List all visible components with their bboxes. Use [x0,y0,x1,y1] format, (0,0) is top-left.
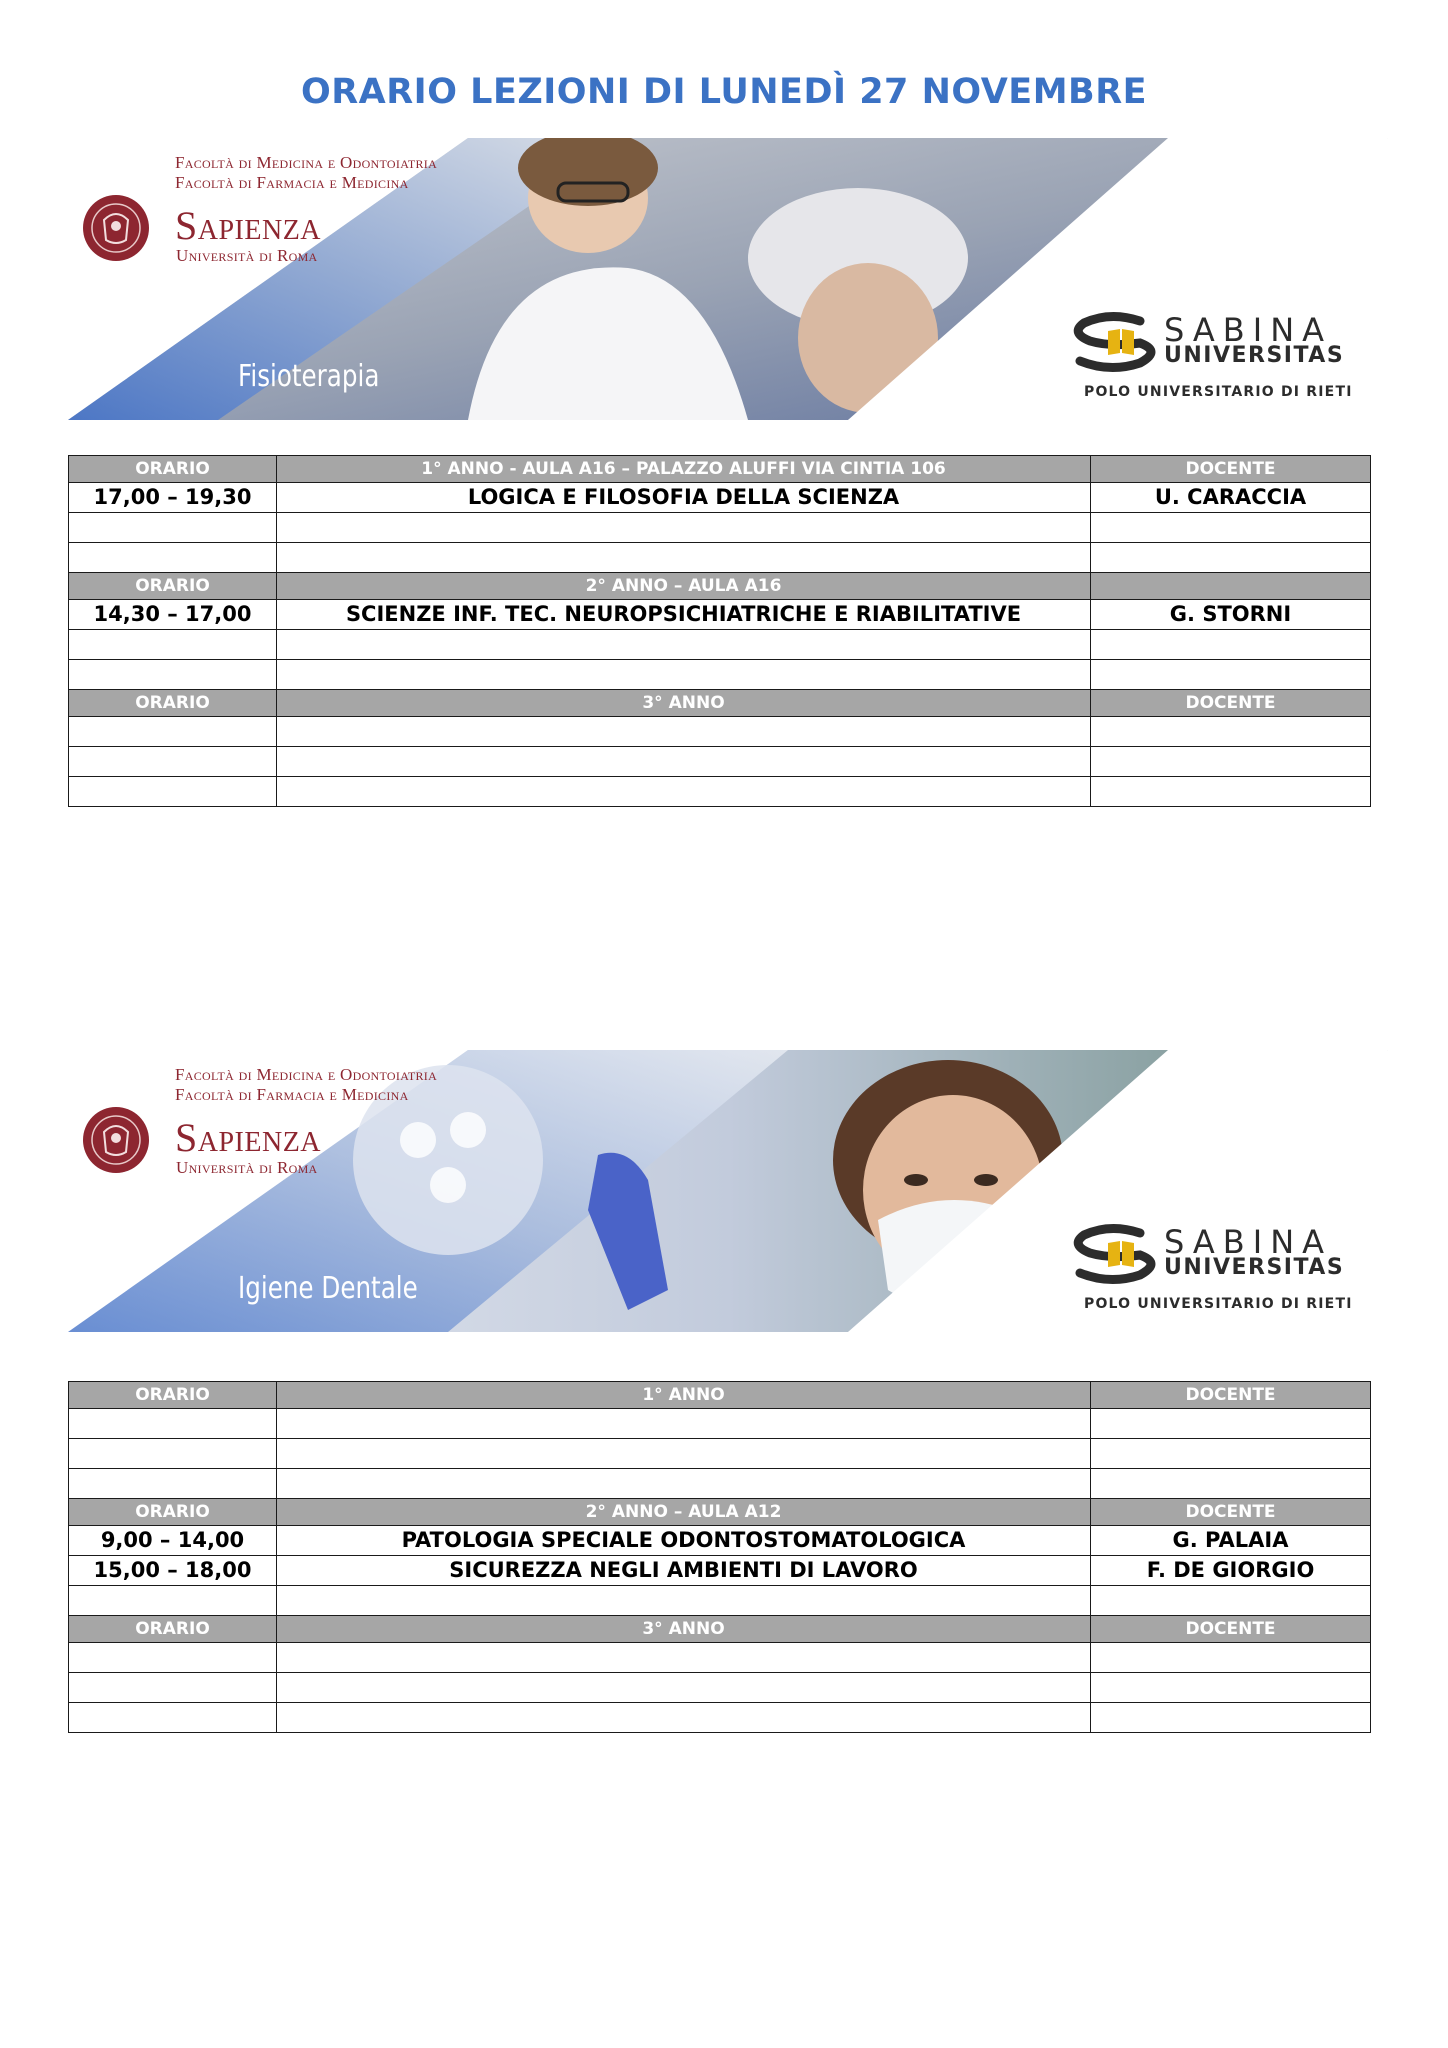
header-orario: ORARIO [69,1382,277,1409]
cell-teacher [1091,1469,1371,1499]
university-name: Sapienza [175,1115,322,1160]
cell-course [277,1586,1091,1616]
header-docente: DOCENTE [1091,1382,1371,1409]
cell-course [277,717,1091,747]
section-header [69,573,1371,600]
cell-teacher [1091,1703,1371,1733]
cell-course [277,1439,1091,1469]
faculty-line-2: Facoltà di Farmacia e Medicina [175,173,409,192]
cell-course [277,660,1091,690]
table-row [69,717,1371,747]
cell-teacher [1091,1673,1371,1703]
header-docente [1091,573,1371,600]
table-row [69,1643,1371,1673]
table-row [69,1703,1371,1733]
table-row [69,1586,1371,1616]
cell-course [277,1409,1091,1439]
header-docente: DOCENTE [1091,1616,1371,1643]
header-orario: ORARIO [69,1616,277,1643]
table-row [69,660,1371,690]
schedule-table-fisioterapia [68,455,1371,807]
page-title: ORARIO LEZIONI DI LUNEDÌ 27 NOVEMBRE [300,72,1148,112]
cell-teacher: G. PALAIA [1091,1526,1371,1556]
university-subtitle: Università di Roma [176,246,318,265]
table-row [69,1673,1371,1703]
cell-time: 15,00 – 18,00 [69,1556,277,1586]
cell-course [277,1703,1091,1733]
sapienza-seal-icon [82,194,150,262]
section-header [69,1499,1371,1526]
schedule-table-igiene-dentale [68,1381,1371,1733]
course-banner-fisioterapia [68,138,1388,420]
cell-time [69,660,277,690]
cell-time [69,1439,277,1469]
cell-course: SCIENZE INF. TEC. NEUROPSICHIATRICHE E RIABILITATIVE [277,600,1091,630]
cell-teacher [1091,777,1371,807]
cell-teacher [1091,1643,1371,1673]
cell-teacher [1091,513,1371,543]
cell-time [69,543,277,573]
table-row [69,483,1371,513]
cell-teacher: F. DE GIORGIO [1091,1556,1371,1586]
faculty-line-1: Facoltà di Medicina e Odontoiatria [175,153,438,172]
table-row [69,600,1371,630]
cell-time [69,1409,277,1439]
header-orario: ORARIO [69,1499,277,1526]
course-banner-igiene-dentale [68,1050,1388,1332]
header-year: 1° ANNO - AULA A16 – PALAZZO ALUFFI VIA CINTIA 106 [277,456,1091,483]
faculty-lines [175,153,437,193]
section-header [69,1382,1371,1409]
cell-course [277,513,1091,543]
partner-name: SABINA [1164,311,1333,349]
cell-time: 9,00 – 14,00 [69,1526,277,1556]
cell-time [69,747,277,777]
cell-course [277,777,1091,807]
header-year: 2° ANNO – AULA A16 [277,573,1091,600]
sabina-logo-icon [1070,311,1170,373]
cell-teacher: U. CARACCIA [1091,483,1371,513]
university-subtitle: Università di Roma [176,1158,318,1177]
partner-name: SABINA [1164,1223,1333,1261]
cell-course [277,1643,1091,1673]
cell-teacher [1091,660,1371,690]
table-row [69,747,1371,777]
table-row [69,1469,1371,1499]
section-header [69,690,1371,717]
course-name: Fisioterapia [238,359,380,394]
section-header [69,1616,1371,1643]
partner-tagline: POLO UNIVERSITARIO DI RIETI [1084,1296,1353,1312]
cell-teacher [1091,1586,1371,1616]
cell-time [69,630,277,660]
cell-course: SICUREZZA NEGLI AMBIENTI DI LAVORO [277,1556,1091,1586]
header-orario: ORARIO [69,456,277,483]
header-orario: ORARIO [69,690,277,717]
header-docente: DOCENTE [1091,690,1371,717]
table-row [69,1409,1371,1439]
cell-teacher [1091,717,1371,747]
faculty-line-1: Facoltà di Medicina e Odontoiatria [175,1065,438,1084]
cell-time: 17,00 – 19,30 [69,483,277,513]
header-year: 3° ANNO [277,690,1091,717]
table-row [69,1439,1371,1469]
table-row [69,1556,1371,1586]
cell-time [69,1586,277,1616]
cell-course [277,630,1091,660]
table-row [69,630,1371,660]
cell-teacher [1091,747,1371,777]
header-year: 3° ANNO [277,1616,1091,1643]
header-docente: DOCENTE [1091,456,1371,483]
table-row [69,1526,1371,1556]
table-row [69,513,1371,543]
cell-teacher [1091,1409,1371,1439]
partner-subtitle: UNIVERSITAS [1164,1255,1345,1280]
cell-time [69,513,277,543]
cell-course: PATOLOGIA SPECIALE ODONTOSTOMATOLOGICA [277,1526,1091,1556]
cell-time [69,1469,277,1499]
cell-time [69,1673,277,1703]
cell-teacher [1091,1439,1371,1469]
header-year: 2° ANNO – AULA A12 [277,1499,1091,1526]
cell-teacher [1091,630,1371,660]
table-row [69,543,1371,573]
faculty-line-2: Facoltà di Farmacia e Medicina [175,1085,409,1104]
table-row [69,777,1371,807]
cell-course [277,747,1091,777]
header-docente: DOCENTE [1091,1499,1371,1526]
partner-subtitle: UNIVERSITAS [1164,343,1345,368]
university-name: Sapienza [175,203,322,248]
cell-time [69,1643,277,1673]
cell-time [69,777,277,807]
header-year: 1° ANNO [277,1382,1091,1409]
cell-time [69,1703,277,1733]
course-name: Igiene Dentale [238,1271,418,1306]
sabina-logo-icon [1070,1223,1170,1285]
cell-course [277,543,1091,573]
section-header [69,456,1371,483]
partner-tagline: POLO UNIVERSITARIO DI RIETI [1084,384,1353,400]
cell-time [69,717,277,747]
cell-teacher [1091,543,1371,573]
cell-course: LOGICA E FILOSOFIA DELLA SCIENZA [277,483,1091,513]
cell-course [277,1673,1091,1703]
cell-teacher: G. STORNI [1091,600,1371,630]
header-orario: ORARIO [69,573,277,600]
sapienza-seal-icon [82,1106,150,1174]
cell-time: 14,30 – 17,00 [69,600,277,630]
cell-course [277,1469,1091,1499]
faculty-lines [175,1065,437,1105]
